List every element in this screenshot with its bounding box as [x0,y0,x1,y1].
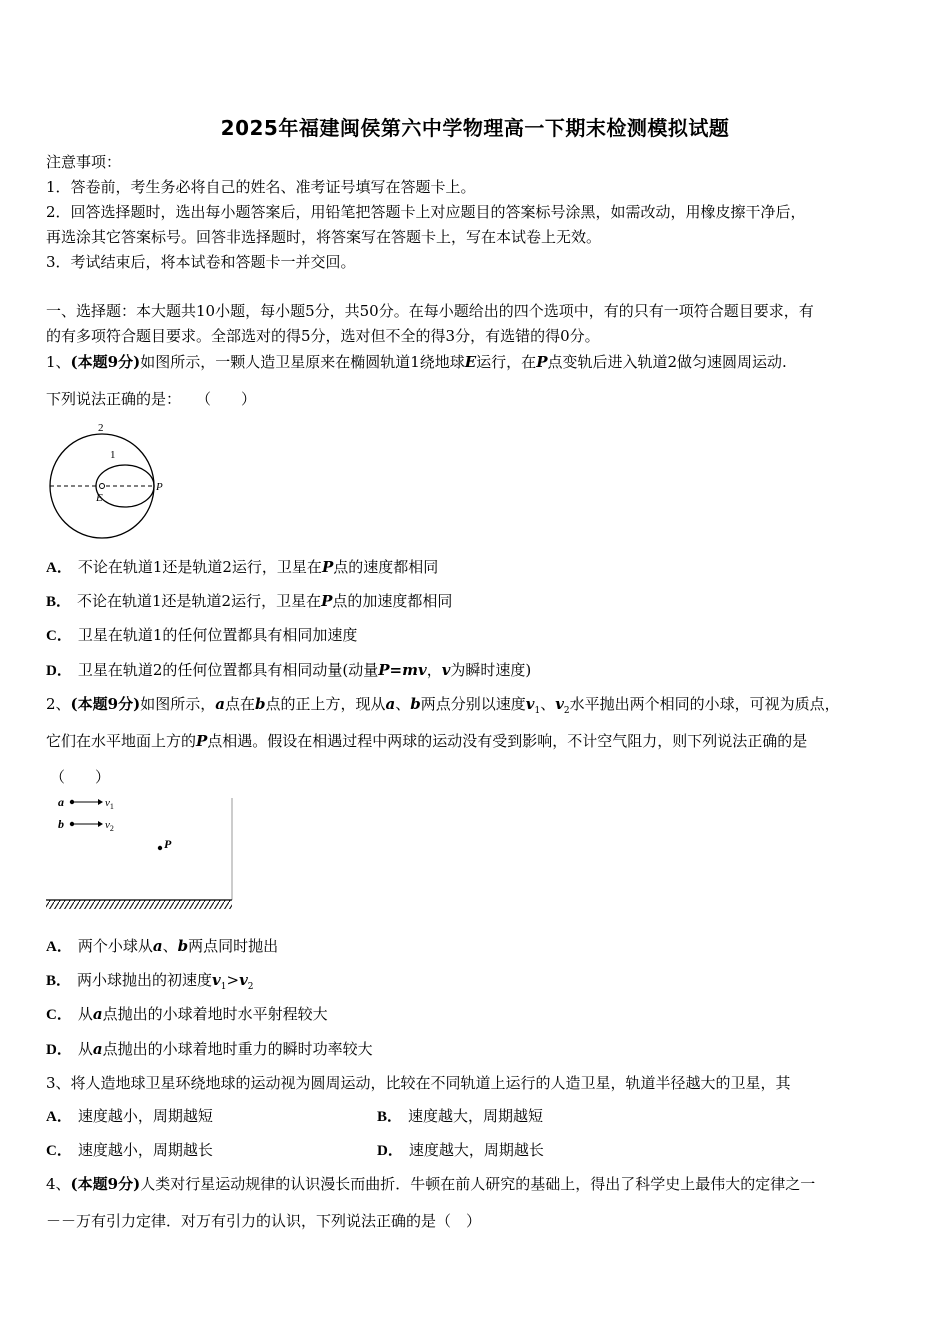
question-1-stem-2: 下列说法正确的是： （ ） [46,390,257,408]
option-text: 不论在轨道1还是轨道2运行，卫星在 [77,592,322,610]
option-text: 、 [162,937,178,955]
stem-text: 点在 [224,695,255,713]
option-text: 为瞬时速度) [450,661,532,679]
option-text: ， [426,661,442,679]
option-text: 点抛出的小球着地时重力的瞬时功率较大 [102,1040,373,1058]
q2-option-c[interactable] [46,1004,328,1025]
option-text: 速度越小，周期越长 [77,1141,213,1159]
label-P: P [164,837,172,851]
label-1: 1 [110,449,116,461]
var-P: P [196,732,208,750]
label-v2 [105,819,114,833]
q3-option-a[interactable] [46,1106,213,1127]
question-number: 4、 [46,1175,71,1193]
stem-text: 两点分别以速度 [420,695,526,713]
option-var: P [321,558,334,576]
var-E: E [464,353,477,371]
arrow-v1-head [98,799,103,805]
stem-text: 运行，在 [476,353,537,371]
arrow-v2-head [98,821,103,827]
point-P [158,846,162,850]
notice-item: 2．回答选择题时，选出每小题答案后，用铅笔把答题卡上对应题目的答案标号涂黑，如需改动，用橡皮擦干净后， [46,203,806,221]
option-label: B． [46,594,72,610]
notice-item: 再选涂其它答案标号。回答非选择题时，将答案写在答题卡上，写在本试卷上无效。 [46,228,602,246]
notice-item: 3．考试结束后，将本试卷和答题卡一并交回。 [46,253,356,271]
label-v1-sub: 1 [109,802,114,811]
label-v2-sub: 2 [109,824,114,833]
sub: 1 [534,706,541,716]
question-score: (本题9分) [70,695,141,713]
option-var: a [152,937,163,955]
stem-text: 点的正上方，现从 [265,695,386,713]
option-text: 两小球抛出的初速度 [77,971,213,989]
var-a: a [215,695,225,713]
option-text: 速度越大，周期越长 [408,1141,544,1159]
question-4-stem [46,1174,815,1194]
question-3-stem: 3、将人造地球卫星环绕地球的运动视为圆周运动，比较在不同轨道上运行的人造卫星，轨道半径越大的卫星，其 [46,1074,791,1092]
label-v1 [105,797,114,811]
question-score: (本题9分) [70,353,141,371]
section-intro: 的有多项符合题目要求。全部选对的得5分，选对但不全的得3分，有选错的得0分。 [46,327,600,345]
question-2-stem-2 [46,731,807,751]
question-1-stem [46,352,787,372]
option-label: C． [46,1007,72,1023]
notice-item: 1．答卷前，考生务必将自己的姓名、准考证号填写在答题卡上。 [46,178,476,196]
option-label: B． [46,973,72,989]
option-text: 速度越小，周期越短 [77,1107,213,1125]
question-4-stem-2: －－万有引力定律．对万有引力的认识，下列说法正确的是（ ） [46,1212,482,1230]
section-intro: 一、选择题：本大题共10小题，每小题5分，共50分。在每小题给出的四个选项中，有的只有一项符合题目要求，有 [46,302,814,320]
option-label: C． [46,628,72,644]
label-v1-v: v [105,797,110,809]
stem-text: 水平抛出两个相同的小球，可视为质点， [569,695,840,713]
option-var: a [92,1040,103,1058]
option-label: B． [377,1109,403,1125]
label-a: a [58,795,64,809]
q1-option-b[interactable] [46,591,452,612]
label-E: E [96,492,103,504]
label-b: b [58,817,64,831]
option-text: 点的加速度都相同 [332,592,453,610]
earth-point [100,484,105,489]
option-text: > [226,971,240,989]
ground-hatch [46,900,232,909]
var-b: b [410,695,421,713]
q3-option-c[interactable] [46,1140,213,1161]
option-text: 从 [77,1005,93,1023]
option-var: b [177,937,189,955]
stem-text: 、 [540,695,556,713]
question-number: 2、 [46,695,71,713]
sub: 2 [563,706,570,716]
option-text: 点的速度都相同 [333,558,439,576]
var-b: b [254,695,266,713]
option-text: 两个小球从 [77,937,153,955]
option-label: A． [46,560,72,576]
option-var: P [321,592,333,610]
q1-option-c[interactable] [46,625,357,646]
stem-text: 点变轨后进入轨道2做匀速圆周运动. [547,353,787,371]
option-label: D． [46,663,72,679]
label-2: 2 [98,422,104,434]
option-text: 点抛出的小球着地时水平射程较大 [102,1005,328,1023]
sub: 2 [247,982,254,992]
stem-text: 它们在水平地面上方的 [46,732,197,750]
stem-text: 如图所示， [140,695,216,713]
question-number: 1、 [46,353,71,371]
option-label: D． [377,1143,403,1159]
option-var: v [239,971,248,989]
option-text: 不论在轨道1还是轨道2运行，卫星在 [77,558,322,576]
option-text: 速度越大，周期越短 [408,1107,544,1125]
question-2-stem [46,694,840,721]
option-text: 从 [77,1040,93,1058]
q2-option-d[interactable] [46,1039,373,1060]
option-var: v [441,661,451,679]
stem-text: 如图所示，一颗人造卫星原来在椭圆轨道1绕地球 [140,353,465,371]
answer-paren: （ ） [50,768,111,786]
projectile-figure [44,790,239,915]
var-a: a [385,695,396,713]
label-v2-v: v [105,819,110,831]
q3-option-d[interactable] [377,1140,544,1161]
var-P: P [536,353,548,371]
var-v2: v [555,695,564,713]
option-text: 卫星在轨道2的任何位置都具有相同动量(动量 [77,661,379,679]
q1-option-a[interactable] [46,557,438,578]
question-score: (本题9分) [70,1175,141,1193]
label-P: P [156,481,163,493]
option-label: A． [46,939,72,955]
option-label: C． [46,1143,72,1159]
q1-option-d[interactable] [46,660,531,681]
notice-heading: 注意事项： [46,153,122,171]
option-label: D． [46,1042,72,1058]
option-var: a [92,1005,103,1023]
stem-text: 人类对行星运动规律的认识漫长而曲折．牛顿在前人研究的基础上，得出了科学史上最伟大的定律之一 [140,1175,816,1193]
q3-option-b[interactable] [377,1106,543,1127]
page-title: 2025年福建闽侯第六中学物理高一下期末检测模拟试题 [220,116,730,140]
option-text: 两点同时抛出 [188,937,279,955]
q2-option-a[interactable] [46,936,278,957]
var-v1: v [525,695,535,713]
option-var: P=mv [378,661,427,679]
stem-text: 点相遇。假设在相遇过程中两球的运动没有受到影响，不计空气阻力，则下列说法正确的是 [207,732,808,750]
option-label: A． [46,1109,72,1125]
sub: 1 [220,982,227,992]
option-text: 卫星在轨道1的任何位置都具有相同加速度 [77,626,358,644]
option-var: v [212,971,221,989]
stem-text: 、 [395,695,411,713]
orbit-figure [44,418,174,543]
q2-option-b[interactable] [46,970,254,997]
